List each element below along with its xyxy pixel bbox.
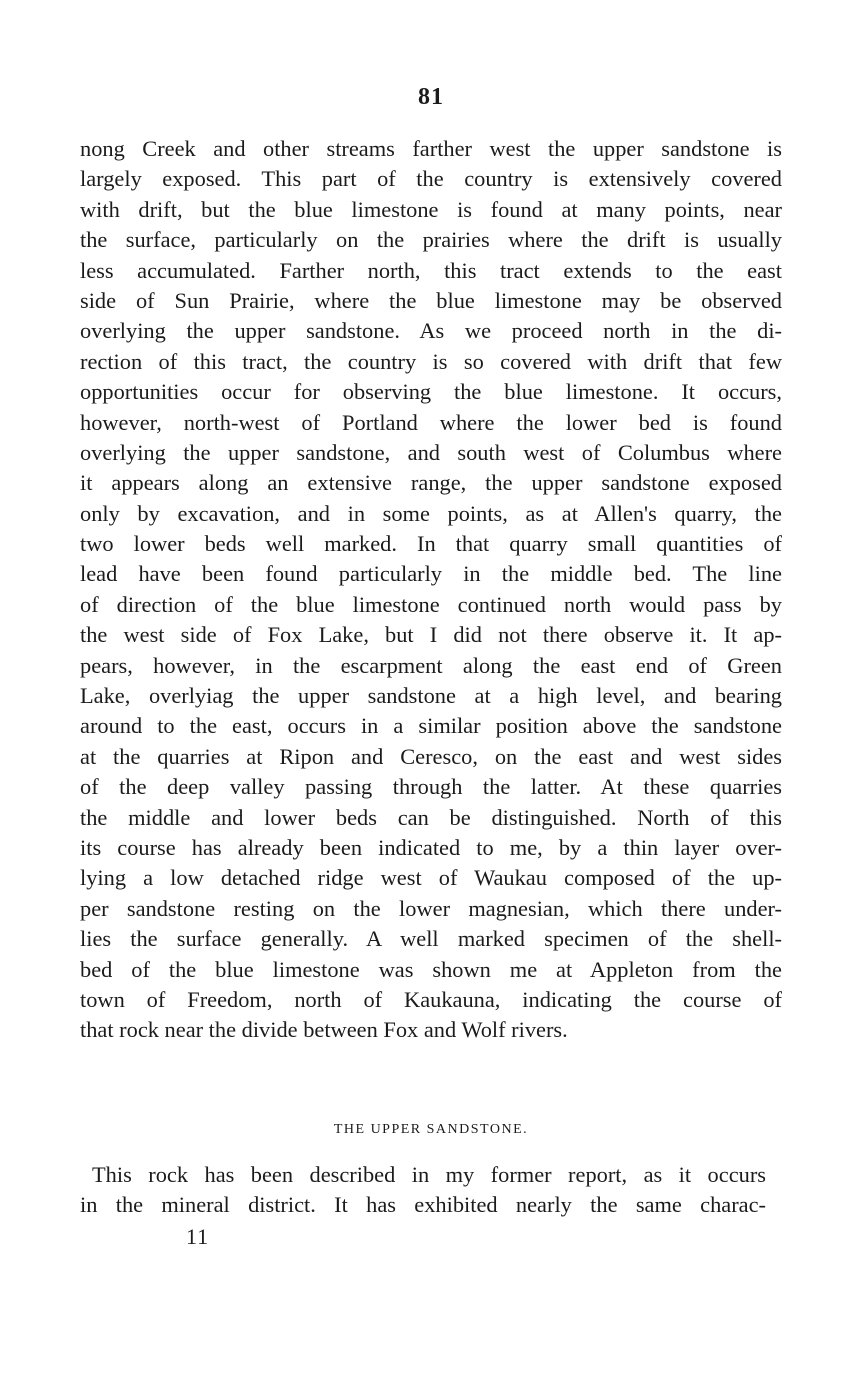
text-line: with drift, but the blue limestone is found at many points, near bbox=[80, 196, 782, 222]
text-line: two lower beds well marked. In that quarry small quantities of bbox=[80, 531, 782, 557]
text-line: Lake, overlyiag the upper sandstone at a high level, and bearing bbox=[80, 683, 782, 709]
text-line: lying a low detached ridge west of Waukau composed of the up- bbox=[80, 865, 782, 891]
text-line: its course has already been indicated to me, by a thin layer over- bbox=[80, 834, 782, 860]
text-line: This rock has been described in my former report, as it occurs bbox=[92, 1162, 766, 1187]
text-line: only by excavation, and in some points, as at Allen's quarry, the bbox=[80, 500, 782, 526]
text-line: however, north-west of Portland where the lower bed is found bbox=[80, 409, 782, 435]
text-line: town of Freedom, north of Kaukauna, indicating the course of bbox=[80, 986, 782, 1012]
text-line: rection of this tract, the country is so covered with drift that few bbox=[80, 348, 782, 374]
text-line: bed of the blue limestone was shown me at Appleton from the bbox=[80, 956, 782, 982]
text-line: in the mineral district. It has exhibited nearly the same charac- bbox=[80, 1192, 766, 1218]
text-line: largely exposed. This part of the country is extensively covered bbox=[80, 166, 782, 192]
page-number: 81 bbox=[418, 84, 444, 110]
text-line: that rock near the divide between Fox and Wolf rivers. bbox=[80, 1017, 568, 1043]
text-line: per sandstone resting on the lower magnesian, which there under- bbox=[80, 895, 782, 921]
text-line: the middle and lower beds can be distinguished. North of this bbox=[80, 804, 782, 830]
text-line: lies the surface generally. A well marked specimen of the shell- bbox=[80, 926, 782, 952]
text-line: around to the east, occurs in a similar position above the sandstone bbox=[80, 713, 782, 739]
text-line: it appears along an extensive range, the upper sandstone exposed bbox=[80, 470, 782, 496]
text-line: side of Sun Prairie, where the blue limestone may be observed bbox=[80, 287, 782, 313]
section-heading: THE UPPER SANDSTONE. bbox=[333, 1122, 529, 1137]
text-line: nong Creek and other streams farther west the upper sandstone is bbox=[80, 136, 782, 161]
text-line: overlying the upper sandstone. As we proceed north in the di- bbox=[80, 318, 782, 344]
text-line: pears, however, in the escarpment along the east end of Green bbox=[80, 652, 782, 678]
text-line: lead have been found particularly in the middle bed. The line bbox=[80, 561, 782, 587]
text-line: of the deep valley passing through the latter. At these quarries bbox=[80, 774, 782, 800]
signature-mark: 11 bbox=[186, 1224, 210, 1249]
text-line: less accumulated. Farther north, this tract extends to the east bbox=[80, 257, 782, 283]
text-line: opportunities occur for observing the blue limestone. It occurs, bbox=[80, 379, 782, 405]
text-line: of direction of the blue limestone continued north would pass by bbox=[80, 591, 782, 617]
main-paragraph bbox=[80, 134, 782, 1046]
section-paragraph bbox=[80, 1160, 766, 1221]
text-line: the surface, particularly on the prairies where the drift is usually bbox=[80, 227, 782, 253]
text-line: at the quarries at Ripon and Ceresco, on the east and west sides bbox=[80, 743, 782, 769]
text-line: overlying the upper sandstone, and south west of Columbus where bbox=[80, 439, 782, 465]
text-line: the west side of Fox Lake, but I did not there observe it. It ap- bbox=[80, 622, 782, 648]
